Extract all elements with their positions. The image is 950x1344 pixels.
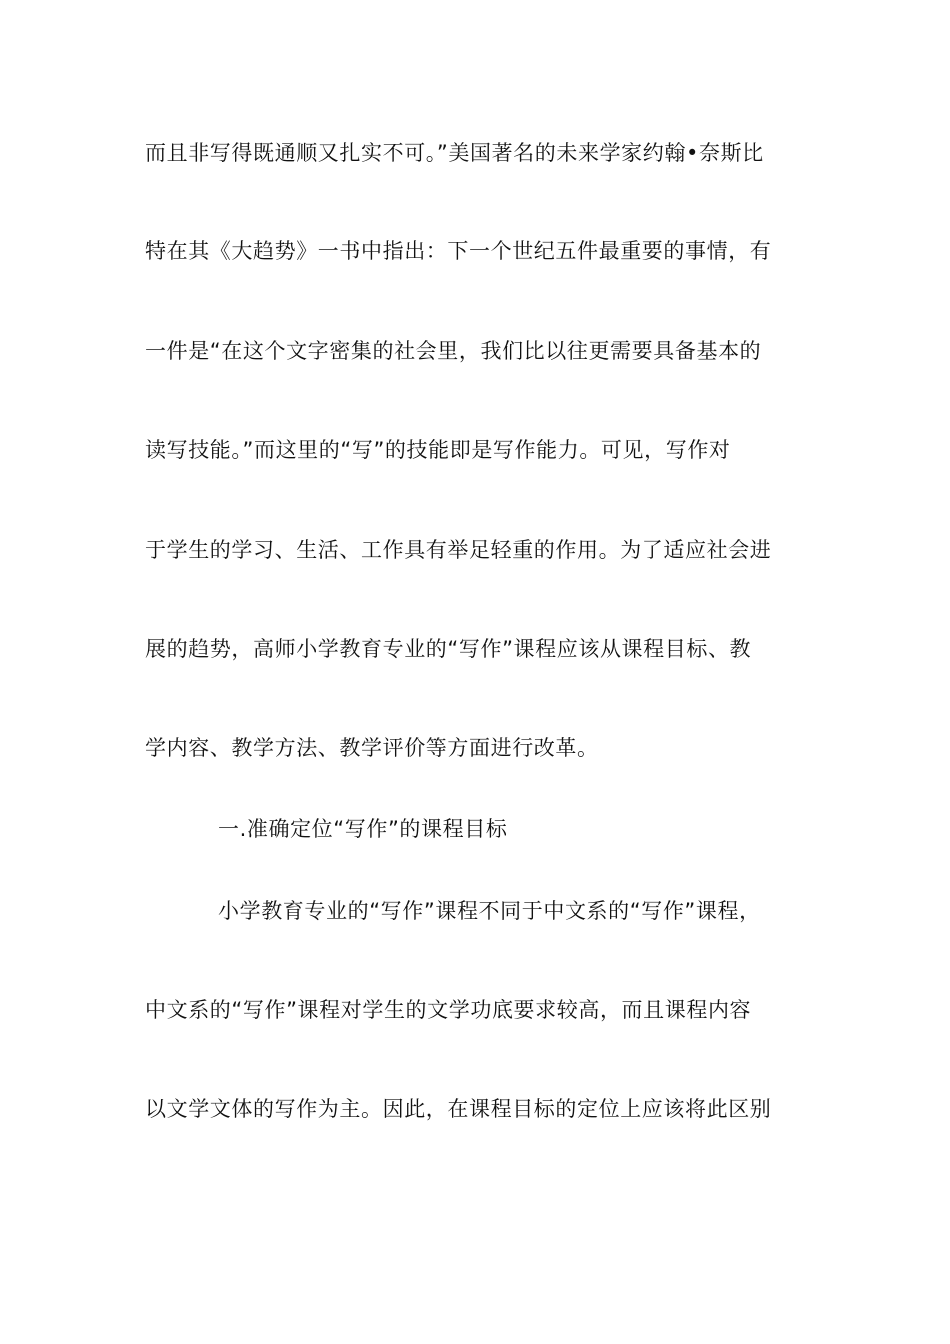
section-heading: 一.准确定位“写作”的课程目标 <box>218 817 508 841</box>
paragraph-line-6: 展的趋势，高师小学教育专业的“写作”课程应该从课程目标、教 <box>145 637 752 661</box>
paragraph-line-8: 小学教育专业的“写作”课程不同于中文系的“写作”课程， <box>218 899 761 923</box>
paragraph-line-7: 学内容、教学方法、教学评价等方面进行改革。 <box>145 736 599 760</box>
paragraph-line-4: 读写技能。”而这里的“写”的技能即是写作能力。可见，写作对 <box>145 438 731 462</box>
paragraph-line-3: 一件是“在这个文字密集的社会里，我们比以往更需要具备基本的 <box>145 339 762 363</box>
paragraph-line-5: 于学生的学习、生活、工作具有举足轻重的作用。为了适应社会进 <box>145 538 772 562</box>
paragraph-line-10: 以文学文体的写作为主。因此，在课程目标的定位上应该将此区别 <box>145 1097 772 1121</box>
paragraph-line-1: 而且非写得既通顺又扎实不可。”美国著名的未来学家约翰•奈斯比 <box>145 141 764 165</box>
paragraph-line-9: 中文系的“写作”课程对学生的文学功底要求较高，而且课程内容 <box>145 998 752 1022</box>
paragraph-line-2: 特在其《大趋势》一书中指出：下一个世纪五件最重要的事情，有 <box>145 239 772 263</box>
